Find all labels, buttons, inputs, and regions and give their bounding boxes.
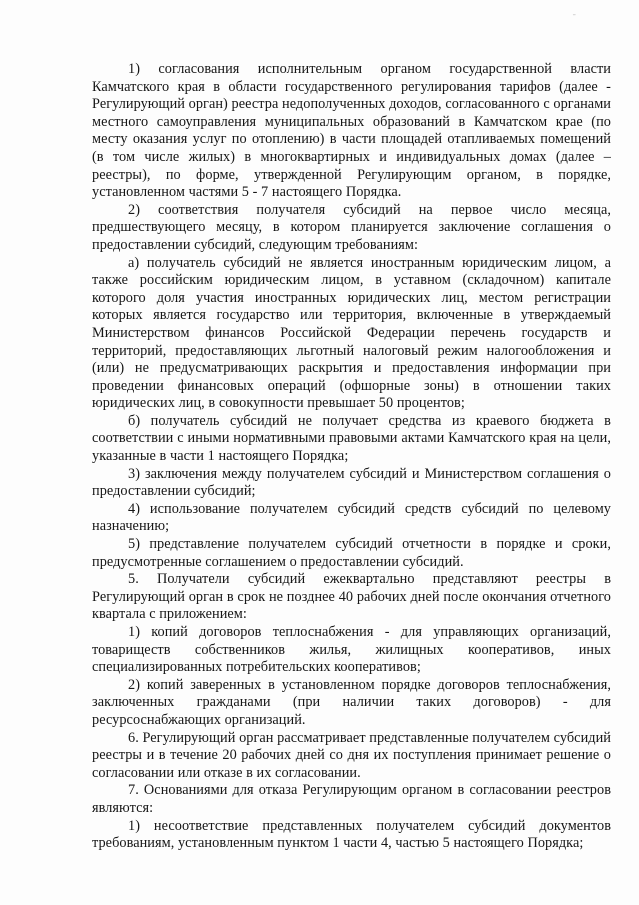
section-7: 7. Основаниями для отказа Регулирующим органом в согласовании реестров являются: <box>92 782 611 816</box>
document-body <box>92 61 611 853</box>
paragraph-4: 4) использование получателем субсидий средств субсидий по целевому назначению; <box>92 500 611 535</box>
paragraph-2a: а) получатель субсидий не является иностранным юридическим лицом, а также российским юридическим лицом, в уставном (складочном) капитале которого доля участия иностранных юридических лиц, местом регистрации которых является государство или территория, включенные в утверждаемый Министерством финансов Российской Федерации перечень государств и территорий, предоставляющих льготный налоговый режим налогообложения и (или) не предусматривающих раскрытия и предоставления информации при проведении финансовых операций (офшорные зоны) в отношении таких юридических лиц, в совокупности превышает 50 процентов; <box>92 254 611 412</box>
section-5-item-2: 2) копий заверенных в установленном порядке договоров теплоснабжения, заключенных гражданами (при наличии таких договоров) - для ресурсоснабжающих организаций. <box>92 676 611 728</box>
paragraph-2: 2) соответствия получателя субсидий на первое число месяца, предшествующего месяцу, в котором планируется заключение соглашения о предоставлении субсидий, следующим требованиям: <box>92 201 611 253</box>
section-7-item-1: 1) несоответствие представленных получателем субсидий документов требованиям, установленным пунктом 1 части 4, частью 5 настоящего Порядка; <box>92 817 611 852</box>
section-5: 5. Получатели субсидий ежеквартально представляют реестры в Регулирующий орган в срок не позднее 40 рабочих дней после окончания отчетного квартала с приложением: <box>92 571 611 623</box>
scan-artifact-mark: ˉ <box>572 14 577 24</box>
paragraph-1: 1) согласования исполнительным органом государственной власти Камчатского края в области государственного регулирования тарифов (далее - Регулирующий орган) реестра недополученных доходов, согласованного с органами местного самоуправления муниципальных образований в Камчатском крае (по месту оказания услуг по отоплению) в части площадей отапливаемых помещений (в том числе жилых) в многоквартирных и индивидуальных домах (далее – реестры), по форме, утвержденной Регулирующим органом, в порядке, установленном частями 5 - 7 настоящего Порядка. <box>92 61 611 201</box>
paragraph-2b: б) получатель субсидий не получает средства из краевого бюджета в соответствии с иными нормативными правовыми актами Камчатского края на цели, указанные в части 1 настоящего Порядка; <box>92 412 611 465</box>
section-5-item-1: 1) копий договоров теплоснабжения - для управляющих организаций, товариществ собственников жилья, жилищных кооперативов, иных специализированных потребительских кооперативов; <box>92 624 611 676</box>
paragraph-3: 3) заключения между получателем субсидий и Министерством соглашения о предоставлении субсидий; <box>92 465 611 500</box>
paragraph-5: 5) представление получателем субсидий отчетности в порядке и сроки, предусмотренные соглашением о предоставлении субсидий. <box>92 536 611 570</box>
section-6: 6. Регулирующий орган рассматривает представленные получателем субсидий реестры и в течение 20 рабочих дней со дня их поступления принимает решение о согласовании или отказе в их согласовании. <box>92 729 611 781</box>
